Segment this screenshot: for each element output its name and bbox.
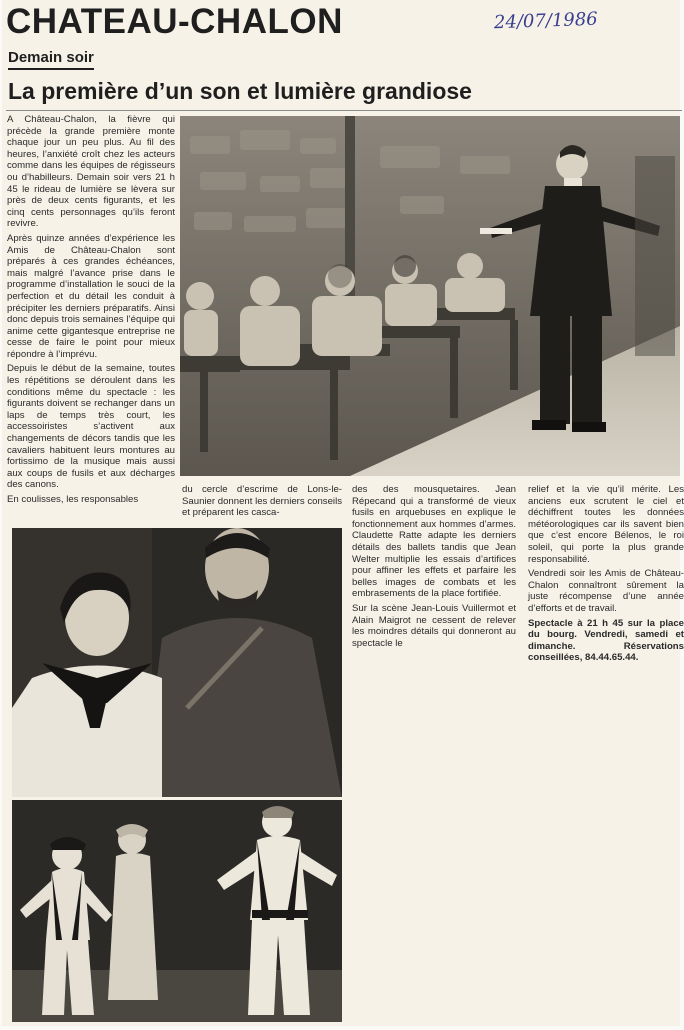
headline: La première d’un son et lumière grandiose bbox=[8, 78, 472, 104]
header-rule bbox=[6, 110, 682, 111]
closing-notice: Spectacle à 21 h 45 sur la place du bourg. Vendredi, samedi et dimanche. Réservations conseillées, 84.44.65.44. bbox=[528, 617, 684, 664]
article-column-4 bbox=[528, 484, 684, 664]
portrait-photo bbox=[12, 528, 342, 798]
paragraph: A Château-Chalon, la fièvre qui précède la grande première monte chaque jour un peu plus. Au fil des heures, l’anxiété croît chez les acteurs comme dans les équipes de régisseurs ou d’habilleurs. Demain soir vers 21 h 45 le rideau de lumière se lèvera sur près de deux cents figurants, et les cinq cents personnages qu’ils feront revivre. bbox=[7, 114, 175, 230]
paragraph: Depuis le début de la semaine, toutes les répétitions se déroulent dans les conditions même du spectacle : les figurants doivent se rechanger dans un laps de temps très court, les accessoiristes s’activent aux changements de décors tandis que les cavaliers habituent leurs montures au fortissimo de la musique mais aussi aux coups de fusils et aux décharges des canons. bbox=[7, 363, 175, 491]
article-column-1 bbox=[7, 114, 175, 519]
kicker: Demain soir bbox=[8, 48, 94, 70]
paragraph: relief et la vie qu’il mérite. Les anciens eux scrutent le ciel et déchiffrent toutes les données météorologiques car ils savent bien que c’est encore Bélenos, le roi soleil, qui porte la plus grande responsabilité. bbox=[528, 484, 684, 565]
paragraph: Après quinze années d’expérience les Amis de Château-Chalon sont préparés à ces grandes échéances, mais malgré l’avance prise dans le programme d’installation le souci de la perfection et du détail les conduit à précipiter les derniers préparatifs. Ainsi donc depuis trois semaines l’équipe qui anime cette gigantesque entreprise ne cesse de faire le point pour mieux répondre à l’imprévu. bbox=[7, 232, 175, 360]
dancers-photo bbox=[12, 800, 342, 1022]
paragraph: du cercle d’escrime de Lons-le-Saunier donnent les derniers conseils et préparent les casca- bbox=[182, 484, 342, 519]
paragraph: Sur la scène Jean-Louis Vuillermot et Alain Maigrot ne cessent de relever les moindres détails qui donneront au spectacle le bbox=[352, 602, 516, 649]
article-column-3 bbox=[352, 484, 516, 656]
masthead: CHATEAU-CHALON bbox=[6, 2, 343, 41]
handwritten-date: 24/07/1986 bbox=[493, 8, 599, 34]
rehearsal-photo bbox=[180, 116, 680, 476]
paragraph: des des mousquetaires. Jean Répecand qui a transformé de vieux fusils en arquebuses en explique le fonctionnement aux hommes d’armes. Claudette Ratte adapte les derniers détails des ballets tandis que Jean Welter multiplie les essais d’artifices pour affiner les effets et parfaire les belles images de combats et les embrasements de la place fortifiée. bbox=[352, 484, 516, 600]
paragraph: Vendredi soir les Amis de Château-Chalon connaîtront sûrement la juste récompense d’une année d’efforts et de travail. bbox=[528, 568, 684, 614]
paragraph: En coulisses, les responsables bbox=[7, 494, 139, 505]
article-column-2 bbox=[182, 484, 342, 520]
